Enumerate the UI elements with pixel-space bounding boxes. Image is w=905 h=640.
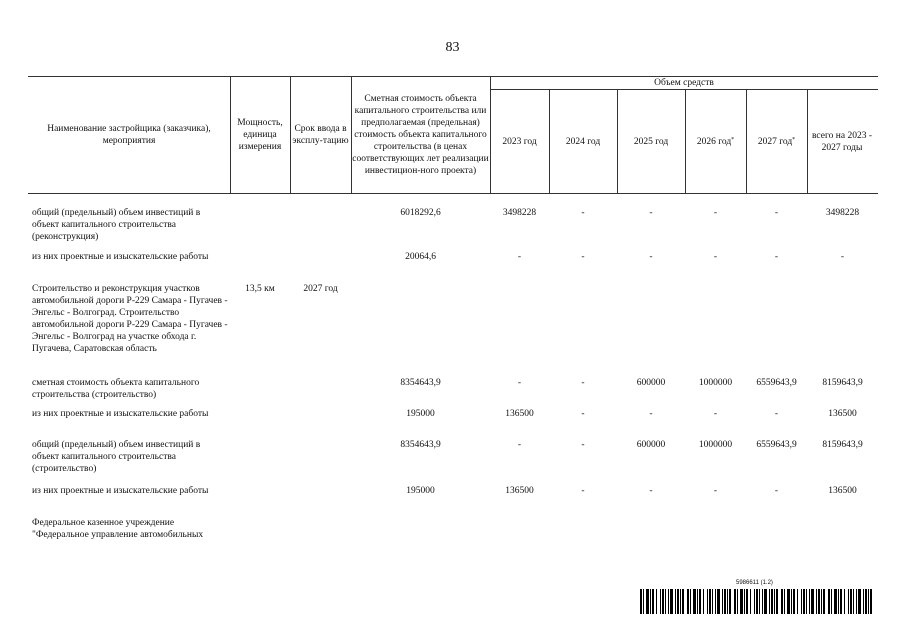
header-total: всего на 2023 - 2027 годы <box>812 130 872 153</box>
row-deadline: 2027 год <box>303 284 338 294</box>
row-name: из них проектные и изыскательские работы <box>32 252 209 262</box>
row-value-2025: - <box>649 409 653 419</box>
col-divider <box>807 89 808 193</box>
row-name: сметная стоимость объекта капитального строительства (строительство) <box>32 378 200 400</box>
row-value-2025: - <box>649 252 653 262</box>
row-cost: 195000 <box>406 486 435 496</box>
row-total: 136500 <box>828 486 857 496</box>
row-value-2023: - <box>517 440 522 450</box>
row-name: Строительство и реконструкция участков автомобильной дороги Р-229 Самара - Пугачев - Энгельс - Волгоград. Строительство автомобильной дороги Р-229 Самара - Пугачев - Энгельс - Волгоград на участке обхода г. Пугачева, Саратовская область <box>32 284 228 354</box>
row-value-2027: - <box>774 409 779 419</box>
row-value-2024: - <box>581 486 585 496</box>
row-value-2025: - <box>649 486 653 496</box>
row-value-2026: - <box>713 252 718 262</box>
row-value-2024: - <box>581 378 585 388</box>
page-number: 83 <box>445 40 460 55</box>
barcode-id: 5986611 (1.2) <box>736 580 773 586</box>
row-total: 8159643,9 <box>822 378 863 388</box>
row-value-2026: - <box>713 486 718 496</box>
row-value-2027: - <box>774 486 779 496</box>
row-capacity: 13,5 км <box>245 284 275 294</box>
row-value-2027: 6559643,9 <box>756 440 797 450</box>
row-cost: 195000 <box>406 409 435 419</box>
header-capacity: Мощность, единица измерения <box>237 118 283 152</box>
row-total: 3498228 <box>825 208 860 218</box>
header-funds: Объем средств <box>654 78 714 88</box>
row-cost: 6018292,6 <box>400 208 441 218</box>
row-value-2024: - <box>581 440 585 450</box>
row-value-2025: 600000 <box>636 378 666 388</box>
row-value-2023: 3498228 <box>502 208 537 218</box>
row-name: общий (предельный) объем инвестиций в объект капитального строительства (реконструкция) <box>32 208 201 242</box>
row-value-2024: - <box>581 409 585 419</box>
row-total: 136500 <box>828 409 857 419</box>
row-value-2026: 1000000 <box>698 378 733 388</box>
row-value-2025: 600000 <box>636 440 666 450</box>
row-name: Федеральное казенное учреждение "Федеральное управление автомобильных <box>32 518 204 540</box>
row-name: общий (предельный) объем инвестиций в объект капитального строительства (строительство) <box>32 440 201 474</box>
row-value-2024: - <box>581 208 585 218</box>
row-cost: 20064,6 <box>405 252 436 262</box>
row-value-2023: - <box>517 378 522 388</box>
row-value-2023: - <box>517 252 522 262</box>
row-cost: 8354643,9 <box>400 440 441 450</box>
row-value-2026: 1000000 <box>698 440 733 450</box>
row-value-2025: - <box>649 208 653 218</box>
row-value-2023: 136500 <box>505 486 534 496</box>
header-year-2025: 2025 год <box>633 136 669 147</box>
header-deadline: Срок ввода в эксплу-тацию <box>292 124 349 146</box>
row-total: - <box>840 252 845 262</box>
row-value-2026: - <box>713 409 718 419</box>
row-value-2027: 6559643,9 <box>756 378 797 388</box>
row-cost: 8354643,9 <box>400 378 441 388</box>
header-year-2027: 2027 год * <box>757 136 796 147</box>
header-cost: Сметная стоимость объекта капитального строительства или предполагаемая (предельная) стоимость объекта капитального строительства (в ценах соответствующих лет реализации инвестицион-ного проекта) <box>352 94 489 176</box>
header-year-2026: 2026 год * <box>696 136 735 147</box>
barcode-icon <box>640 589 872 614</box>
row-value-2026: - <box>713 208 718 218</box>
row-total: 8159643,9 <box>822 440 863 450</box>
row-name: из них проектные и изыскательские работы <box>32 409 209 419</box>
row-value-2027: - <box>774 252 779 262</box>
row-value-2027: - <box>774 208 779 218</box>
header-name: Наименование застройщика (заказчика), мероприятия <box>47 124 211 146</box>
header-year-2024: 2024 год <box>565 136 601 147</box>
table-header-bottom-border <box>28 193 878 194</box>
row-value-2024: - <box>581 252 585 262</box>
row-name: из них проектные и изыскательские работы <box>32 486 209 496</box>
header-year-2023: 2023 год <box>502 136 537 147</box>
row-value-2023: 136500 <box>505 409 534 419</box>
